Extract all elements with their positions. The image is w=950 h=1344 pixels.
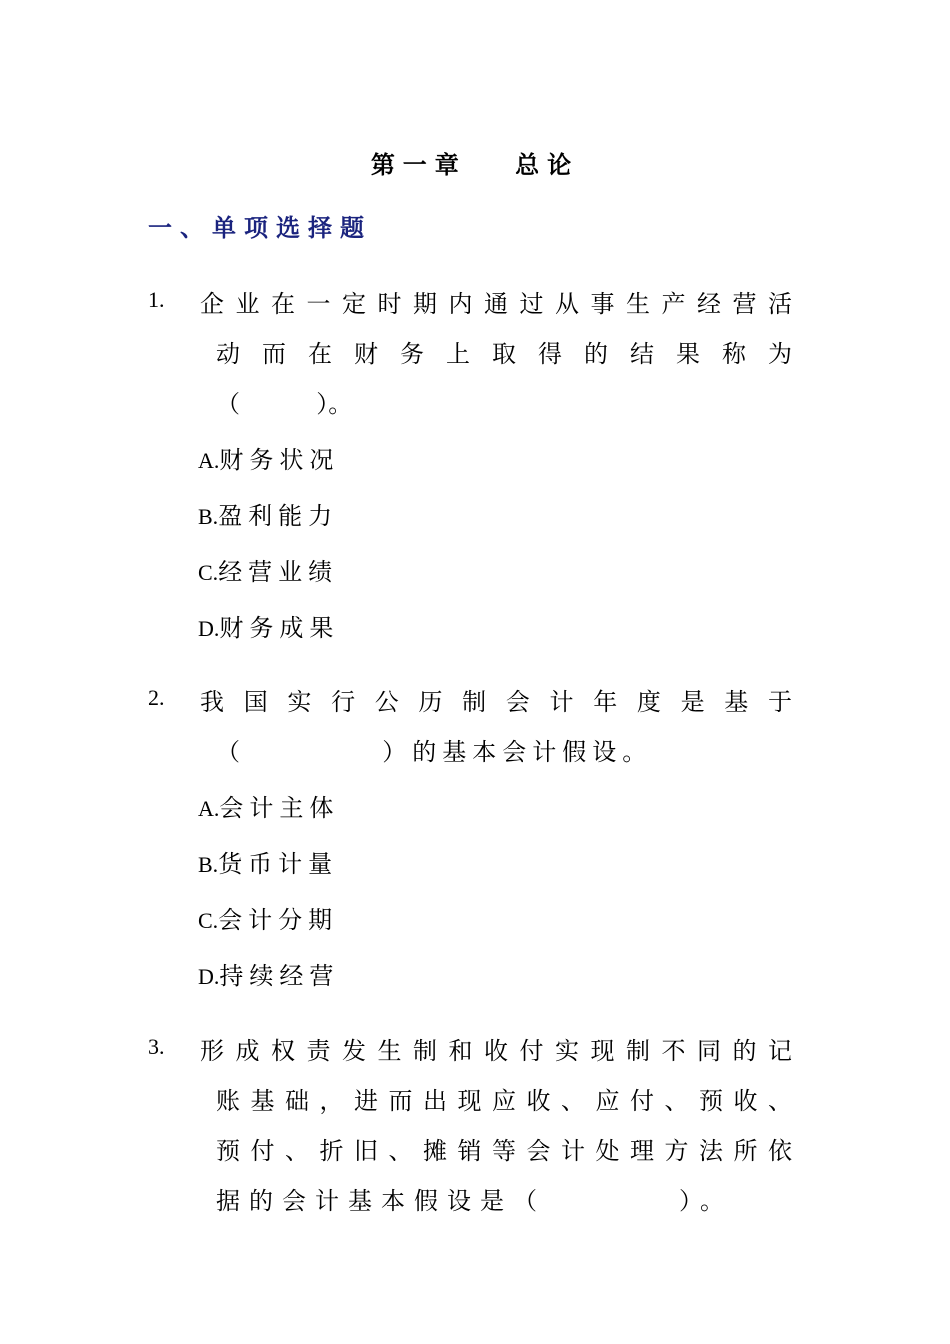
option-text: 盈利能力 <box>218 502 339 530</box>
option-item <box>198 844 338 879</box>
option-item <box>198 440 339 475</box>
option-letter: A. <box>198 796 220 821</box>
option-letter: B. <box>198 504 219 529</box>
option-text: 财务成果 <box>219 614 340 642</box>
option-item <box>198 552 338 587</box>
option-item <box>198 788 339 823</box>
chapter-title: 第一章 总论 <box>370 150 580 179</box>
option-item <box>198 608 339 643</box>
option-text: 持续经营 <box>219 962 340 990</box>
option-text: 会计分期 <box>218 906 339 934</box>
question-text-line: 企业在一定时期内通过从事生产经营活 <box>200 290 792 318</box>
option-letter: B. <box>198 852 219 877</box>
section-heading: 一、单项选择题 <box>148 213 372 242</box>
question-text-line: 我国实行公历制会计年度是基于 <box>200 688 792 716</box>
question-number: 2. <box>148 685 165 710</box>
question-text-line: 形成权责发生制和收付实现制不同的记 <box>200 1037 792 1065</box>
option-letter: D. <box>198 964 220 989</box>
option-item <box>198 496 338 531</box>
option-letter: A. <box>198 448 220 473</box>
option-letter: C. <box>198 908 219 933</box>
option-text: 货币计量 <box>218 850 339 878</box>
question-number: 3. <box>148 1034 165 1059</box>
option-item <box>198 900 338 935</box>
option-item <box>198 956 339 991</box>
question-text-line: 据的会计基本假设是（ ）。 <box>216 1187 734 1215</box>
question-text-line: （ ）的基本会计假设。 <box>216 738 653 766</box>
question-text-line: （ ）。 <box>216 390 353 418</box>
option-letter: C. <box>198 560 219 585</box>
option-text: 经营业绩 <box>218 558 339 586</box>
question-text-line: 账基础，进而出现应收、应付、预收、 <box>216 1087 792 1115</box>
question-text-line: 预付、折旧、摊销等会计处理方法所依 <box>216 1137 792 1165</box>
question-text-line: 动而在财务上取得的结果称为 <box>216 340 792 368</box>
option-letter: D. <box>198 616 220 641</box>
option-text: 财务状况 <box>219 446 340 474</box>
question-number: 1. <box>148 287 165 312</box>
option-text: 会计主体 <box>219 794 340 822</box>
